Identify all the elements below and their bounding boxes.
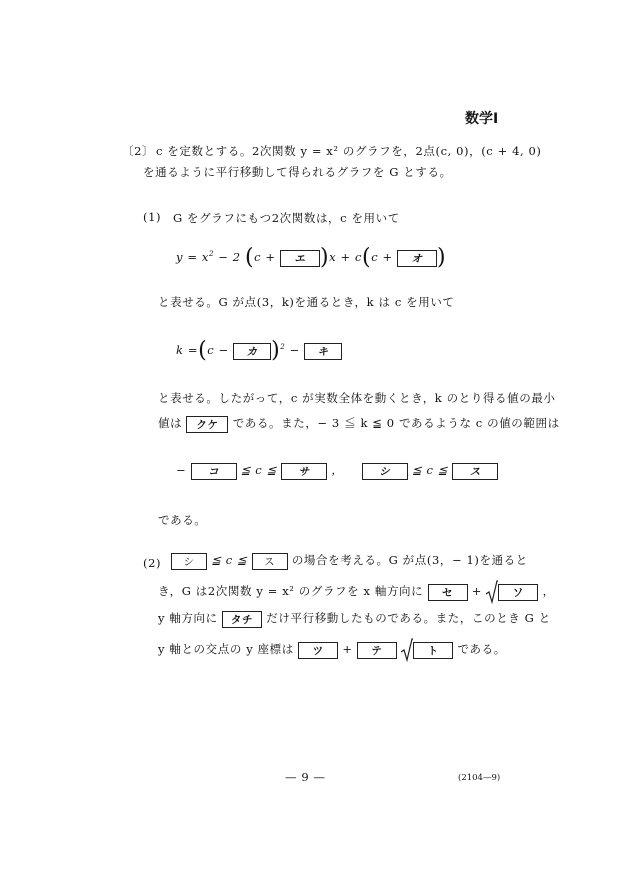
range-line (176, 462, 498, 480)
eq2-lhs: k = (176, 343, 199, 357)
answer-box-tachi[interactable]: タチ (222, 611, 262, 628)
part2-l3-b: だけ平行移動したものである。また，このとき G と (266, 611, 551, 625)
sqrt-sign (486, 580, 498, 604)
answer-box-ka[interactable]: カ (233, 343, 271, 360)
line4-b: である。また，− 3 ≦ k ≦ 0 であるような c の値の範囲は (232, 416, 560, 430)
answer-box-e[interactable]: エ (280, 250, 320, 267)
subject-heading: 数学Ⅰ (465, 111, 499, 127)
part1-line1: G をグラフにもつ2次関数は，c を用いて (173, 211, 400, 225)
page-number: — 9 — (285, 770, 326, 784)
answer-box-ko[interactable]: コ (191, 463, 237, 480)
part2-l2-end: ， (542, 584, 555, 598)
answer-box-to[interactable]: ト (413, 642, 453, 659)
close-paren: ) (319, 245, 330, 270)
part2-l2-plus: + (471, 584, 483, 598)
answer-box-kuke[interactable]: クケ (186, 416, 228, 433)
answer-box-tsu[interactable]: ツ (298, 642, 338, 659)
part2-line2 (158, 580, 555, 604)
eq2-c1: c − (207, 343, 229, 357)
part2-line4 (158, 638, 506, 662)
range-minus: − (176, 463, 187, 477)
part2-l4-b: である。 (457, 642, 506, 656)
open-paren: ( (198, 338, 208, 363)
equation-1 (176, 247, 446, 269)
answer-box-te[interactable]: テ (357, 642, 397, 659)
answer-box-su[interactable]: ス (452, 463, 498, 480)
part2-l2-a: き，G は2次関数 y = x² のグラフを x 軸方向に (158, 584, 424, 598)
eq1-c2: c + (371, 250, 393, 264)
part1-line4 (158, 415, 560, 433)
part1-line5: である。 (158, 513, 207, 527)
range-le2: ≦ c ≦ (411, 463, 449, 477)
eq2-exp: 2 (280, 343, 286, 352)
range-le1: ≦ c ≦ (240, 463, 277, 477)
close-paren: ) (271, 338, 281, 363)
answer-box-se[interactable]: セ (428, 584, 468, 601)
line4-a: 値は (158, 416, 183, 430)
equation-2 (176, 340, 342, 362)
answer-box-so[interactable]: ソ (498, 584, 538, 601)
eq2-minus: − (289, 343, 300, 357)
part1-line3: と表せる。したがって，c が実数全体を動くとき，k のとり得る値の最小 (158, 391, 556, 405)
part1-label: (1) (143, 210, 162, 224)
eq1-c1: c + (254, 250, 276, 264)
ref-box-shi: シ (171, 553, 207, 570)
eq1-lhs: y = x (176, 250, 209, 264)
open-paren: ( (244, 245, 255, 270)
exam-code: (2104—9) (458, 773, 501, 783)
close-paren: ) (437, 245, 447, 270)
answer-box-ki[interactable]: キ (304, 343, 342, 360)
answer-box-shi[interactable]: シ (362, 463, 408, 480)
part2-line3 (158, 610, 551, 628)
open-paren: ( (362, 245, 372, 270)
problem-intro-line1: c を定数とする。2次関数 y = x² のグラフを，2点(c, 0)，(c + 4, 0) (156, 144, 542, 158)
sqrt-sign (401, 638, 413, 662)
part2-label: (2) (143, 556, 162, 570)
ref-box-su: ス (252, 553, 288, 570)
eq1-mid: − 2 (214, 250, 241, 264)
problem-number: 〔2〕 (122, 144, 155, 158)
problem-intro-line2: を通るように平行移動して得られるグラフを G とする。 (143, 165, 452, 179)
part2-le: ≦ c ≦ (211, 553, 248, 567)
part2-l3-a: y 軸方向に (158, 611, 218, 625)
answer-box-sa[interactable]: サ (281, 463, 327, 480)
part2-l1-text: の場合を考える。G が点(3，− 1)を通ると (291, 553, 528, 567)
eq1-exp: 2 (208, 250, 214, 259)
part2-l4-plus: + (342, 642, 353, 656)
part1-line2: と表せる。G が点(3，k)を通るとき，k は c を用いて (158, 295, 455, 309)
part2-l4-a: y 軸との交点の y 座標は (158, 642, 294, 656)
part2-line1 (171, 552, 528, 570)
range-comma: ， (331, 463, 344, 477)
eq1-mid2: x + c (329, 250, 362, 264)
answer-box-o[interactable]: オ (397, 250, 437, 267)
